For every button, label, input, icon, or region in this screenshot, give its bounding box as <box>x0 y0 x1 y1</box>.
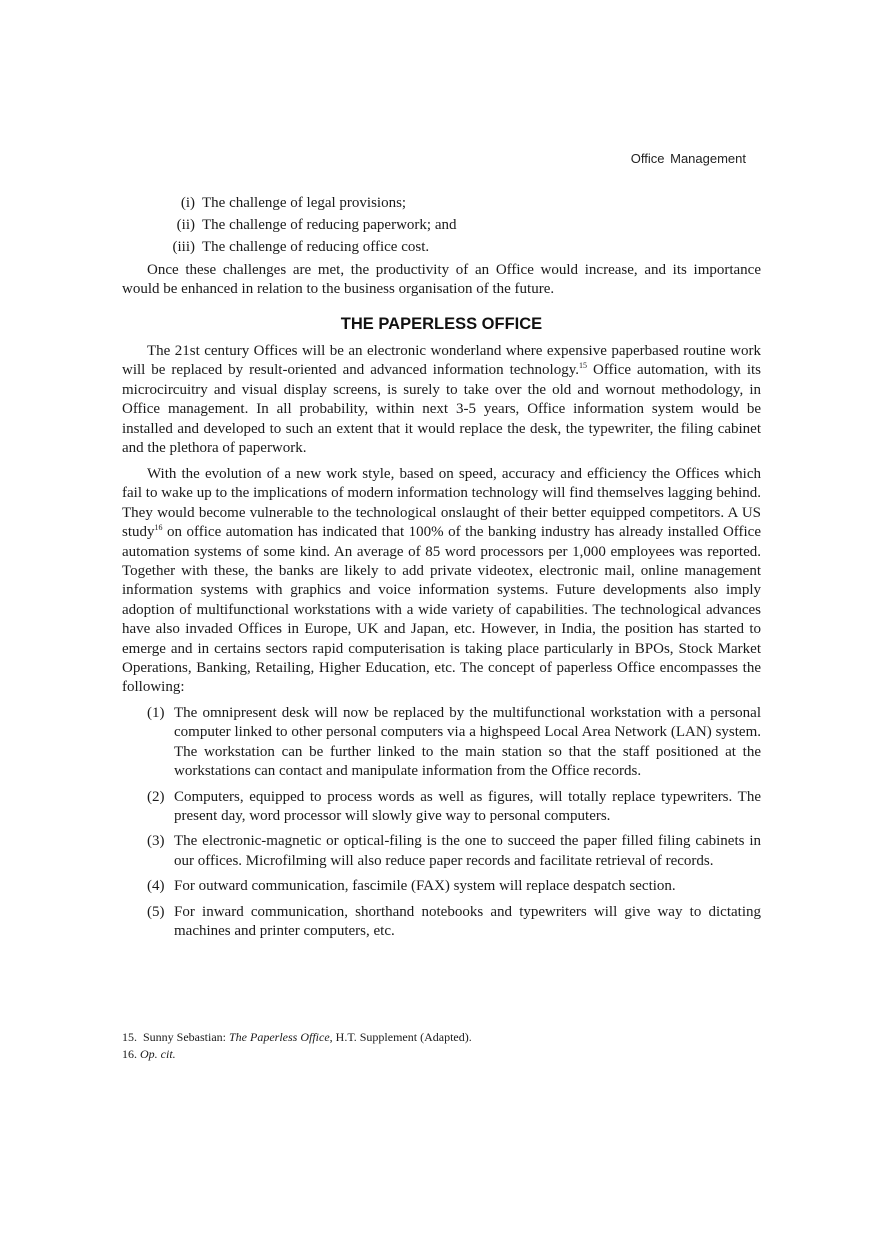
paragraph-2 <box>122 465 761 698</box>
section-heading: THE PAPERLESS OFFICE <box>340 315 543 333</box>
footnote-source: , H.T. Supplement (Adapted). <box>329 1030 472 1044</box>
footnote-16 <box>122 1046 472 1063</box>
intro-paragraph-block <box>122 261 761 300</box>
list-item <box>122 877 761 896</box>
list-item-number: (2) <box>147 788 165 805</box>
paragraph-2-block <box>122 465 761 698</box>
paragraph-2-text-a: With the evolution of a new work style, based on speed, accuracy and efficiency the Offices which fail to wake up to the implications of modern information technology will find themselves lagging behind. They would become vulnerable to the technological onslaught of their better equipped competitors. A US study <box>122 466 761 541</box>
list-item-number: (4) <box>147 878 165 895</box>
list-item-text: The omnipresent desk will now be replaced by the multifunctional workstation with a personal computer linked to other personal computers via a highspeed Local Area Network (LAN) system. The workstation can be further linked to the main station so that the staff positioned at the workstations can contact and manipulate information from the Office records. <box>174 705 761 780</box>
list-item-text: For inward communication, shorthand notebooks and typewriters will give way to dictating machines and printer computers, etc. <box>174 903 761 940</box>
paragraph-1-text-a: The 21st century Offices will be an electronic wonderland where expensive paperbased routine work will be replaced by result-oriented and advanced information technology. <box>122 343 761 379</box>
list-item-number: (ii) <box>176 217 195 233</box>
list-item-number: (5) <box>147 903 165 920</box>
list-item-text: The challenge of reducing paperwork; and <box>202 217 457 233</box>
challenges-list <box>122 195 761 261</box>
footnote-title: Op. cit. <box>140 1047 176 1061</box>
footnote-number: 16. <box>122 1047 137 1061</box>
footnote-title: The Paperless Office <box>229 1030 330 1044</box>
list-item <box>122 832 761 871</box>
list-item-number: (3) <box>147 833 165 850</box>
footnote-author: Sunny Sebastian: <box>143 1030 229 1044</box>
list-item <box>122 788 761 827</box>
list-item-text: The challenge of reducing office cost. <box>202 239 430 255</box>
footnotes <box>122 1029 472 1063</box>
list-item-number: (1) <box>147 705 165 721</box>
list-item <box>122 704 761 782</box>
list-item <box>122 903 761 942</box>
paragraph-2-text-b: on office automation has indicated that 100% of the banking industry has already installed Office automation systems of some kind. An average of 85 word processors per 1,000 employees was reported. Together with these, the banks are likely to add private videotex, electronic mail, online management information systems with graphics and voice information systems. Future developments also imply adoption of multifunctional workstations with a wide variety of capabilities. The technological advances have also invaded Offices in Europe, UK and Japan, etc. However, in India, the position has started to emerge and in certains sectors rapid computerisation is taking place particularly in BPOs, Stock Market Operations, Banking, Retailing, Higher Education, etc. The concept of paperless Office encompasses the following: <box>122 524 761 696</box>
list-item-number: (iii) <box>172 239 195 255</box>
paragraph-1-text-b: Office automation, with its microcircuitry and visual display screens, is surely to take over the old and wornout methodology, in Office management. In all probability, within next 3-5 years, Office information system would be installed and developed to such an extent that it would replace the desk, the typewriter, the filing cabinet and the plethora of paperwork. <box>122 362 761 457</box>
intro-paragraph: Once these challenges are met, the productivity of an Office would increase, and its importance would be enhanced in relation to the business organisation of the future. <box>122 262 761 298</box>
list-item-text: For outward communication, fascimile (FAX) system will replace despatch section. <box>174 878 676 895</box>
list-item-number: (i) <box>180 195 195 211</box>
list-item <box>122 239 761 261</box>
list-item-text: The challenge of legal provisions; <box>202 195 407 211</box>
running-header: Office Management <box>630 151 746 166</box>
list-item-text: Computers, equipped to process words as well as figures, will totally replace typewriters. The present day, word processor will slowly give way to personal computers. <box>174 788 761 825</box>
list-item <box>122 195 761 217</box>
list-item <box>122 217 761 239</box>
footnote-number: 15. <box>122 1030 137 1044</box>
footnote-15 <box>122 1029 472 1046</box>
list-item-text: The electronic-magnetic or optical-filing is the one to succeed the paper filled filing cabinets in our offices. Microfilming will also reduce paper records and facilitate retrieval of records. <box>174 833 761 869</box>
paperless-office-list <box>122 704 761 947</box>
paragraph-1 <box>122 342 761 458</box>
footnote-ref-16[interactable]: 16 <box>154 523 163 533</box>
footnote-ref-15[interactable]: 15 <box>579 361 588 371</box>
paragraph-1-block <box>122 342 761 458</box>
